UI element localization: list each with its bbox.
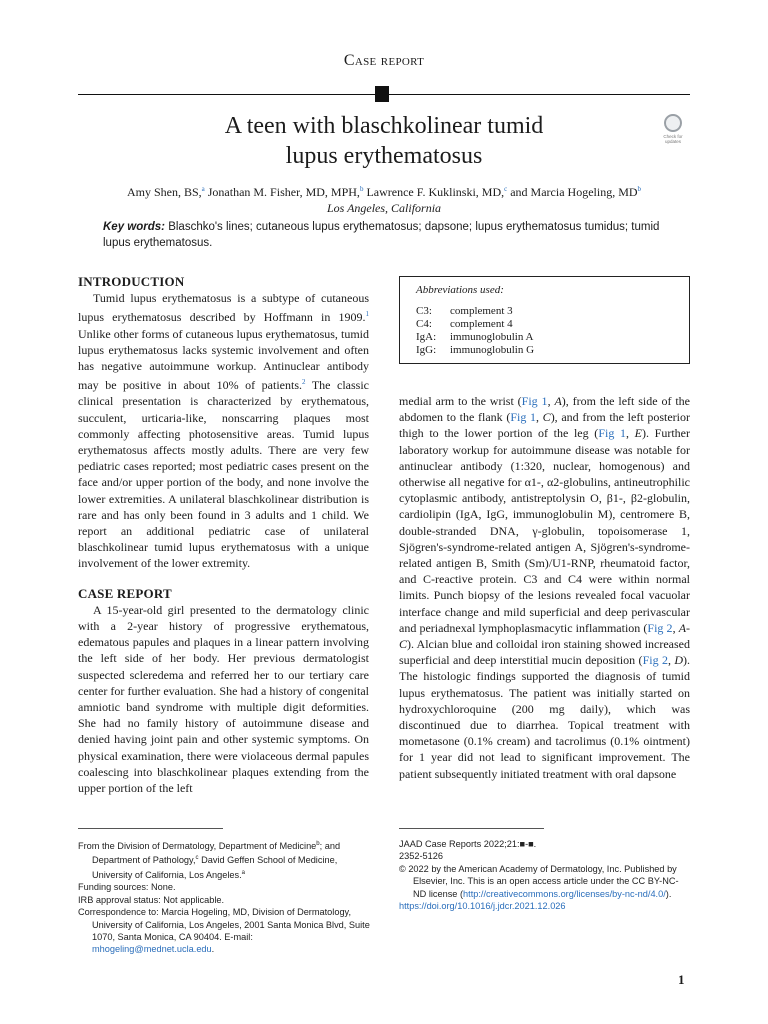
publication-footnote (399, 838, 691, 912)
author-name: Jonathan M. Fisher, MD, MPH, (204, 185, 360, 199)
figure-panel: E (634, 426, 643, 441)
keywords-text: Blaschko's lines; cutaneous lupus erythematosus; dapsone; lupus erythematosus tumidus; tumid lupus erythematosus. (103, 221, 660, 249)
author-name: Amy Shen, BS, (126, 185, 202, 199)
figure-panel: C (542, 410, 551, 425)
reference-link[interactable]: 2 (302, 378, 306, 387)
header-rule-marker (375, 86, 389, 102)
abbreviation-item (416, 331, 673, 344)
figure-link[interactable]: Fig 1 (598, 426, 626, 441)
check-for-updates-label: Check for updates (663, 134, 683, 144)
abbreviation-value: immunoglobulin A (450, 331, 534, 343)
introduction-heading: INTRODUCTION (78, 274, 185, 289)
doi-link[interactable]: https://doi.org/10.1016/j.jdcr.2021.12.026 (399, 901, 566, 912)
section-label: Case report (343, 52, 425, 69)
figure-link[interactable]: Fig 1 (510, 410, 536, 425)
copyright-note (399, 863, 691, 900)
article-title (150, 111, 618, 171)
keywords-label: Key words: (103, 221, 165, 233)
abbreviation-item (416, 344, 673, 357)
intro-text: Unlike other forms of cutaneous lupus erythematosus, tumid lupus erythematosus lacks systemic involvement and often has negative autoimmune workup. Antinuclear antibody may be positive in about 10% of patients. (78, 326, 369, 393)
footnote-text: . (211, 944, 215, 955)
abbreviation-key: IgA: (416, 331, 437, 343)
footnote-text: ; and Department of Pathology, (92, 841, 341, 866)
irb-note: IRB approval status: Not applicable. (78, 894, 225, 905)
right-column (399, 393, 690, 782)
reference-link[interactable]: 1 (365, 310, 369, 319)
journal-citation: JAAD Case Reports 2022;21:■-■. (399, 839, 537, 849)
page-number: 1 (678, 972, 685, 987)
body-text: ), and from the left posterior thigh to the lower portion of the leg ( (399, 410, 690, 441)
body-text: , (672, 620, 679, 635)
left-column (78, 274, 369, 796)
body-text: medial arm to the wrist ( (399, 394, 522, 408)
affiliations-footnote (78, 838, 370, 956)
body-text: , (536, 410, 543, 425)
abbreviation-value: immunoglobulin G (450, 344, 535, 356)
case-report-heading: CASE REPORT (78, 585, 172, 601)
footnote-text: From the Division of Dermatology, Department of Medicine (78, 841, 317, 852)
abbreviation-key: IgG: (416, 344, 437, 356)
abbreviation-item (416, 305, 673, 318)
affiliation-mark[interactable]: b (637, 185, 642, 193)
figure-panel: D (674, 653, 684, 668)
author-name: Lawrence F. Kuklinski, MD, (363, 185, 505, 199)
footnote-text: ). (665, 888, 672, 899)
figure-panel: A-C (399, 620, 691, 652)
figure-panel: A (554, 394, 562, 408)
footnote-divider (399, 828, 544, 829)
figure-link[interactable]: Fig 1 (521, 394, 548, 408)
abbreviations-box (399, 276, 690, 364)
body-text: ). The histologic findings supported the diagnosis of tumid lupus erythematosus. The patient was initially started on hydroxychloroquine (200 mg daily), which was discontinued due to diarrhea. Topical treatment with mometasone (0.1% cream) and tacrolimus (0.1% ointment) for 1 year did not lead to significant improvement. The patient subsequently initiated treatment with oral dapsone (399, 653, 691, 781)
abbreviations-title: Abbreviations used: (416, 284, 504, 296)
case-report-continuation (399, 393, 690, 782)
affiliation-mark: a (241, 869, 245, 876)
intro-text: Tumid lupus erythematosus is a subtype of cutaneous lupus erythematosus described by Hoffmann in 1909. (78, 291, 369, 325)
body-text: , (667, 653, 675, 668)
email-link[interactable]: mhogeling@mednet.ucla.edu (92, 944, 212, 955)
body-text: ). Further laboratory workup for autoimmune disease was notable for antinuclear antibody (1:320, nuclear, homogenous) and otherwise all negative for α1-, α2-globulins, antineutrophilic cytoplasmic antibody, antistreptolysin O, β1-, β2-globulin, cardiolipin (IgA, IgG, immunoglobulin M), centromere B, double-stranded DNA, γ-globulin, topoisomerase 1, Sjögren's-syndrome-related antigen A, Sjögren's-syndrome-related antigen B, Smith (Sm)/U1-RNP, rheumatoid factor, and C-reactive protein. C3 and C4 were within normal limits. Punch biopsy of the lesions revealed focal vacuolar interface change and mild superficial and deep perivascular and periadnexal lymphoplasmacytic inflammation ( (399, 426, 691, 635)
abbreviation-key: C3: (416, 305, 432, 317)
footnote-text: David Geffen School of Medicine, University of California, Los Angeles. (92, 855, 338, 880)
affiliation-mark: c (195, 855, 199, 862)
figure-link[interactable]: Fig 2 (642, 653, 668, 668)
keywords (103, 220, 688, 251)
footnote-divider (78, 828, 223, 829)
footnote-text: © 2022 by the American Academy of Dermatology, Inc. Published by Elsevier, Inc. This is an open access article under the CC BY-NC-ND license ( (399, 863, 679, 899)
body-text: , (547, 394, 555, 408)
introduction-paragraph (78, 290, 369, 571)
body-text: , (626, 426, 635, 441)
abbreviation-value: complement 4 (450, 318, 513, 330)
title-line-1: A teen with blaschkolinear tumid (224, 113, 544, 139)
affiliation-mark[interactable]: b (359, 185, 364, 193)
abbreviation-key: C4: (416, 318, 432, 330)
author-name: and Marcia Hogeling, MD (507, 185, 638, 199)
figure-link[interactable]: Fig 2 (647, 620, 673, 635)
title-line-2: lupus erythematosus (285, 143, 483, 169)
intro-text: The classic clinical presentation is characterized by erythematous, succulent, urticaria-like, nonscarring plaques most commonly affecting photosensitive areas. Tumid lupus erythematosus affects mostly adults. There are very few pediatric cases reported; most pediatric cases present on the face and/or upper portion of the body, and none involve the lower extremities. A unilateral blaschkolinear distribution is rare and has only been found in 3 adults and 1 child. We report an additional pediatric case of unilateral blaschkolinear tumid lupus erythematosus with a unique involvement of the lower extremity. (78, 378, 370, 571)
funding-note: Funding sources: None. (78, 882, 176, 893)
affiliation-mark[interactable]: c (504, 185, 508, 193)
check-for-updates-button[interactable] (658, 114, 688, 146)
author-list (78, 181, 690, 216)
license-link[interactable]: http://creativecommons.org/licenses/by-nc-nd/4.0/ (463, 888, 666, 899)
footnote-text: Correspondence to: Marcia Hogeling, MD, Division of Dermatology, University of California, Los Angeles, 2001 Santa Monica Blvd, Suite 1070, Santa Monica, CA 90404. E-mail: (78, 907, 370, 943)
correspondence-note (78, 906, 370, 956)
affiliation-mark[interactable]: a (201, 185, 205, 193)
case-report-paragraph: A 15-year-old girl presented to the dermatology clinic with a 2-year history of progressive erythematous, edematous papules and plaques in a linear pattern involving the left side of her body. Her previous dermatologist suspected scleredema and referred her to our tertiary care center for further evaluation. She had a history of congenital amniotic band syndrome with multiple digit deformities. She had no family history of autoimmune disease and denied having joint pain and other systemic symptoms. On physical examination, there were violaceous dermal papules coalescing into blaschkolinear plaques extending from the upper portion of the left (78, 602, 369, 796)
body-text: ). Alcian blue and colloidal iron staining showed increased superficial and deep interstitial mucin deposition ( (399, 637, 690, 668)
affiliation-note (78, 838, 370, 881)
issn: 2352-5126 (399, 851, 443, 862)
abbreviation-item (416, 318, 673, 331)
abbreviation-value: complement 3 (450, 305, 513, 317)
affiliation-mark: b (316, 841, 320, 847)
body-text: ), from the left side of the abdomen to the flank ( (399, 394, 690, 425)
author-location: Los Angeles, California (326, 201, 442, 215)
check-for-updates-icon (664, 114, 682, 132)
